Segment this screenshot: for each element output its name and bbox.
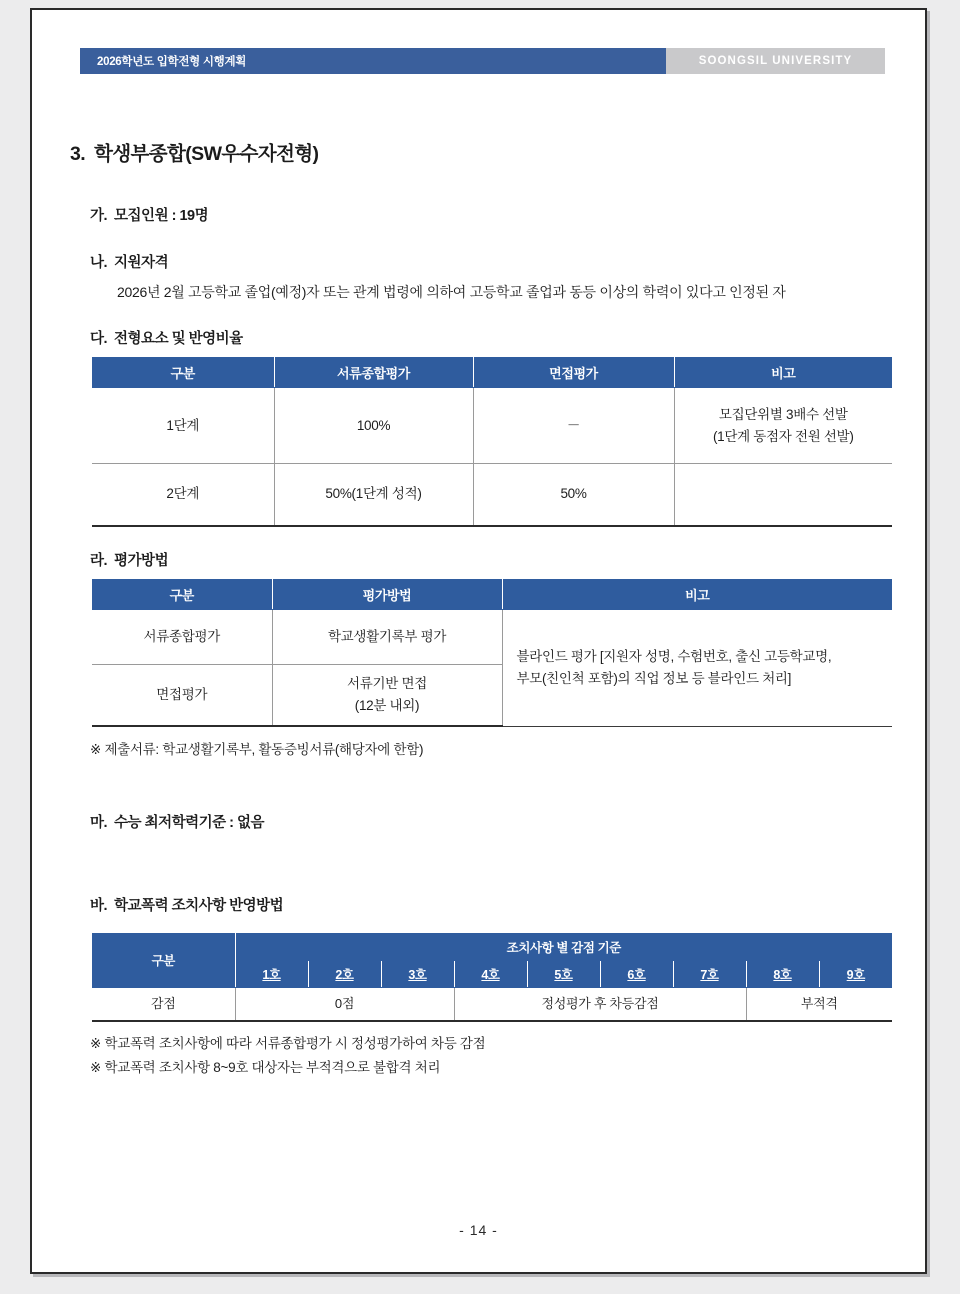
table-method-r1-method-line2: (12분 내외) xyxy=(354,697,420,713)
table-ratio-r0-remark xyxy=(674,388,892,464)
subsection-ga-title: 모집인원 : 19명 xyxy=(114,208,209,224)
table-violence-sub-1: 2호 xyxy=(308,960,381,987)
table-ratio-r1-interview: 50% xyxy=(473,464,674,526)
subsection-ga-label: 가. xyxy=(90,208,108,224)
subsection-ba-title: 학교폭력 조치사항 반영방법 xyxy=(114,897,284,914)
table-method-th-0: 구분 xyxy=(92,579,272,609)
document-page xyxy=(30,8,927,1274)
table-violence-corner-header: 구분 xyxy=(92,933,235,987)
table-method-remark-line1: 블라인드 평가 [지원자 성명, 수험번호, 출신 고등학교명, xyxy=(516,648,832,664)
submission-documents-note: ※ 제출서류: 학교생활기록부, 활동증빙서류(해당자에 한함) xyxy=(90,742,424,758)
table-row xyxy=(92,609,892,664)
table-violence-sub-5: 6호 xyxy=(600,960,673,987)
page-inner xyxy=(32,10,925,1272)
running-header xyxy=(80,48,885,74)
subsection-ma xyxy=(90,811,925,832)
running-header-blue-bar xyxy=(80,48,666,74)
table-ratio-th-0: 구분 xyxy=(92,358,274,388)
violence-note-2: ※ 학교폭력 조치사항 8~9호 대상자는 부적격으로 불합격 처리 xyxy=(90,1059,441,1075)
table-method-remark-line2: 부모(친인척 포함)의 직업 정보 등 블라인드 처리] xyxy=(516,670,792,686)
table-row xyxy=(92,388,892,464)
table-ratio-r0-document: 100% xyxy=(274,388,473,464)
table-violence-value-1: 정성평가 후 차등감점 xyxy=(454,987,746,1021)
table-method-r1-kind: 면접평가 xyxy=(92,664,272,726)
table-ratio-r0-stage: 1단계 xyxy=(92,388,274,464)
running-header-title: 2026학년도 입학전형 시행계획 xyxy=(97,56,247,68)
subsection-na xyxy=(90,251,925,272)
table-method-remark xyxy=(502,609,892,726)
table-method-r1-method-line1: 서류기반 면접 xyxy=(347,676,427,691)
table-method-r0-kind: 서류종합평가 xyxy=(92,609,272,664)
subsection-ma-title: 수능 최저학력기준 : 없음 xyxy=(114,814,265,831)
table-violence-row-label: 감점 xyxy=(92,987,235,1021)
table-violence-group-header: 조치사항 별 감점 기준 xyxy=(235,933,892,960)
page-number: - 14 - xyxy=(459,1222,498,1238)
subsection-da-title: 전형요소 및 반영비율 xyxy=(114,331,243,348)
subsection-da xyxy=(90,327,925,348)
table-ratio-th-3: 비고 xyxy=(674,358,892,388)
university-name: SOONGSIL UNIVERSITY xyxy=(698,55,853,67)
table-violence-sub-2: 3호 xyxy=(381,960,454,987)
table-violence-sub-8: 9호 xyxy=(819,960,892,987)
subsection-ba xyxy=(90,894,925,915)
table-violence-header-row-1 xyxy=(92,933,892,960)
table-violence-sub-6: 7호 xyxy=(673,960,746,987)
subsection-na-title: 지원자격 xyxy=(114,255,169,271)
table-method-header-row xyxy=(92,579,892,609)
subsection-na-label: 나. xyxy=(90,255,108,271)
subsection-ra xyxy=(90,549,925,570)
table-selection-ratio xyxy=(92,357,892,527)
table-row xyxy=(92,464,892,526)
table-method-r0-method-line1: 학교생활기록부 평가 xyxy=(327,628,447,644)
subsection-ma-label: 마. xyxy=(90,814,108,831)
page-title xyxy=(70,110,925,166)
table-ratio-header-row xyxy=(92,358,892,388)
table-ratio-th-1: 서류종합평가 xyxy=(274,358,473,388)
section-title-text: 학생부종합(SW우수자전형) xyxy=(94,143,319,165)
subsection-da-label: 다. xyxy=(90,331,108,348)
table-ratio-r0-remark-line1: 모집단위별 3배수 선발 xyxy=(718,406,848,422)
table-ratio-th-2: 면접평가 xyxy=(473,358,674,388)
table-ratio-r1-stage: 2단계 xyxy=(92,464,274,526)
table-method-r0-method xyxy=(272,609,502,664)
subsection-ra-label: 라. xyxy=(90,552,108,569)
table-ratio-r1-remark xyxy=(674,464,892,526)
running-header-gray-bar xyxy=(666,48,885,74)
subsection-ga xyxy=(90,204,925,225)
table-violence-sub-4: 5호 xyxy=(527,960,600,987)
table-school-violence xyxy=(92,933,892,1023)
table-violence-value-0: 0점 xyxy=(235,987,454,1021)
violence-note-1: ※ 학교폭력 조치사항에 따라 서류종합평가 시 정성평가하여 차등 감점 xyxy=(90,1036,486,1052)
table-method-th-1: 평가방법 xyxy=(272,579,502,609)
table-ratio-r1-document: 50%(1단계 성적) xyxy=(274,464,473,526)
table-ratio-r0-interview: － xyxy=(473,388,674,464)
eligibility-body-text: 2026년 2월 고등학교 졸업(예정)자 또는 관계 법령에 의하여 고등학교 졸업과 동등 이상의 학력이 있다고 인정된 자 xyxy=(117,284,786,300)
section-number: 3. xyxy=(70,143,86,165)
table-row xyxy=(92,987,892,1021)
table-method-th-2: 비고 xyxy=(502,579,892,609)
document-content xyxy=(32,110,925,1078)
table-ratio-r0-remark-line2: (1단계 동점자 전원 선발) xyxy=(712,428,854,444)
table-violence-value-2: 부적격 xyxy=(746,987,892,1021)
table-violence-sub-0: 1호 xyxy=(235,960,308,987)
table-violence-sub-7: 8호 xyxy=(746,960,819,987)
subsection-ra-title: 평가방법 xyxy=(114,552,169,569)
table-violence-sub-3: 4호 xyxy=(454,960,527,987)
table-evaluation-method xyxy=(92,579,892,728)
subsection-ba-label: 바. xyxy=(90,897,108,914)
table-method-r1-method xyxy=(272,664,502,726)
